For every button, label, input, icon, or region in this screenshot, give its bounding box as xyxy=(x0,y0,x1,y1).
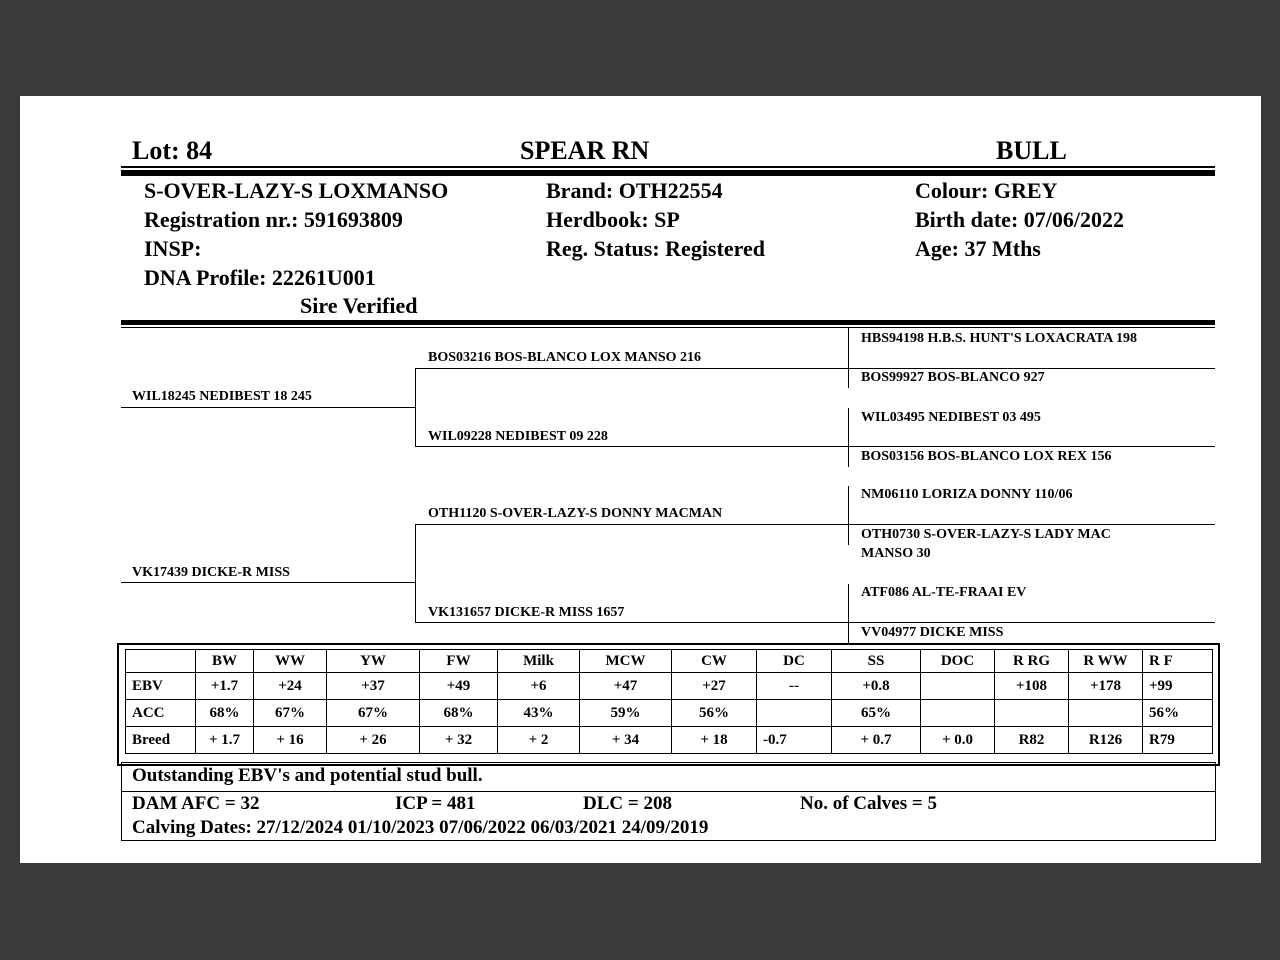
ebv-header-row xyxy=(126,650,1213,673)
comment-text: Outstanding EBV's and potential stud bull. xyxy=(132,765,483,786)
ebv-header-cell: YW xyxy=(327,650,420,673)
age: Age: 37 Mths xyxy=(915,236,1041,261)
ebv-cell: 67% xyxy=(254,700,327,727)
ebv-cell: +37 xyxy=(327,673,420,700)
ebv-cell xyxy=(995,700,1069,727)
ebv-header-cell: R RG xyxy=(995,650,1069,673)
ebv-cell: 56% xyxy=(1143,700,1213,727)
ebv-cell: 65% xyxy=(832,700,921,727)
pedigree-dam-sire: OTH1120 S-OVER-LAZY-S DONNY MACMAN xyxy=(428,506,723,521)
ebv-cell: +99 xyxy=(1143,673,1213,700)
ebv-cell: +108 xyxy=(995,673,1069,700)
ebv-cell: -0.7 xyxy=(757,727,832,754)
reg-status: Reg. Status: Registered xyxy=(546,236,765,261)
animal-sex: BULL xyxy=(996,136,1067,165)
ebv-header-cell: WW xyxy=(254,650,327,673)
acc-row xyxy=(126,700,1213,727)
pedigree-g3-3: WIL03495 NEDIBEST 03 495 xyxy=(861,410,1041,425)
pedigree-g3-7: ATF086 AL-TE-FRAAI EV xyxy=(861,585,1027,600)
ebv-cell xyxy=(921,700,995,727)
ebv-cell: +27 xyxy=(672,673,757,700)
pedigree-g3-6: OTH0730 S-OVER-LAZY-S LADY MAC xyxy=(861,527,1111,542)
dlc: DLC = 208 xyxy=(583,793,672,814)
pedigree-sire: WIL18245 NEDIBEST 18 245 xyxy=(132,389,312,404)
pedigree-g3-4: BOS03156 BOS-BLANCO LOX REX 156 xyxy=(861,449,1112,464)
pedigree-g3-8: VV04977 DICKE MISS xyxy=(861,625,1004,640)
breed-row xyxy=(126,727,1213,754)
sire-verified: Sire Verified xyxy=(300,293,418,318)
ebv-cell: + 32 xyxy=(420,727,498,754)
ebv-cell: + 2 xyxy=(498,727,580,754)
pedigree-dam: VK17439 DICKE-R MISS xyxy=(132,565,290,580)
ebv-row-label: Breed xyxy=(126,727,196,754)
ebv-header-cell: SS xyxy=(832,650,921,673)
ebv-header-cell: MCW xyxy=(580,650,672,673)
header-rule-thick xyxy=(121,170,1215,176)
info-rule-thick xyxy=(121,320,1215,325)
ebv-cell: 56% xyxy=(672,700,757,727)
pedigree-dam-dam: VK131657 DICKE-R MISS 1657 xyxy=(428,605,625,620)
ebv-cell: R126 xyxy=(1069,727,1143,754)
ebv-cell: R82 xyxy=(995,727,1069,754)
dna-profile: DNA Profile: 22261U001 xyxy=(144,265,376,290)
ebv-row-label: ACC xyxy=(126,700,196,727)
ebv-header-cell: Milk xyxy=(498,650,580,673)
ebv-cell: +1.7 xyxy=(196,673,254,700)
ebv-header-cell: BW xyxy=(196,650,254,673)
ebv-row-label: EBV xyxy=(126,673,196,700)
ebv-cell xyxy=(921,673,995,700)
ebv-cell: +47 xyxy=(580,673,672,700)
ebv-cell: +0.8 xyxy=(832,673,921,700)
ebv-cell: 43% xyxy=(498,700,580,727)
ebv-cell: 59% xyxy=(580,700,672,727)
info-rule-thin xyxy=(121,327,1215,328)
brand: Brand: OTH22554 xyxy=(546,178,723,203)
ebv-cell: + 18 xyxy=(672,727,757,754)
owner-name: S-OVER-LAZY-S LOXMANSO xyxy=(144,178,449,203)
ebv-cell: + 34 xyxy=(580,727,672,754)
herdbook: Herdbook: SP xyxy=(546,207,680,232)
ebv-cell: + 26 xyxy=(327,727,420,754)
ebv-cell xyxy=(757,700,832,727)
ebv-row xyxy=(126,673,1213,700)
animal-name: SPEAR RN xyxy=(520,136,650,165)
ebv-cell: 68% xyxy=(196,700,254,727)
ebv-cell: 68% xyxy=(420,700,498,727)
ebv-cell: + 0.0 xyxy=(921,727,995,754)
ebv-cell: +49 xyxy=(420,673,498,700)
number-of-calves: No. of Calves = 5 xyxy=(800,793,937,814)
ebv-cell: 67% xyxy=(327,700,420,727)
pedigree-sire-sire: BOS03216 BOS-BLANCO LOX MANSO 216 xyxy=(428,350,702,365)
ebv-cell xyxy=(1069,700,1143,727)
ebv-cell: +24 xyxy=(254,673,327,700)
ebv-cell: +178 xyxy=(1069,673,1143,700)
colour: Colour: GREY xyxy=(915,178,1058,203)
pedigree-g3-1: HBS94198 H.B.S. HUNT'S LOXACRATA 198 xyxy=(861,331,1138,346)
header-rule-thin xyxy=(121,166,1215,168)
pedigree-g3-2: BOS99927 BOS-BLANCO 927 xyxy=(861,370,1045,385)
pedigree-g3-5: NM06110 LORIZA DONNY 110/06 xyxy=(861,487,1073,502)
ebv-header-cell: R F xyxy=(1143,650,1213,673)
birth-date: Birth date: 07/06/2022 xyxy=(915,207,1124,232)
calving-dates: Calving Dates: 27/12/2024 01/10/2023 07/06/2022 06/03/2021 24/09/2019 xyxy=(132,817,709,838)
ebv-header-cell: DOC xyxy=(921,650,995,673)
ebv-cell: R79 xyxy=(1143,727,1213,754)
ebv-cell: -- xyxy=(757,673,832,700)
pedigree-sire-dam: WIL09228 NEDIBEST 09 228 xyxy=(428,429,608,444)
ebv-cell: + 16 xyxy=(254,727,327,754)
ebv-cell: + 0.7 xyxy=(832,727,921,754)
registration-number: Registration nr.: 591693809 xyxy=(144,207,403,232)
lot-number: Lot: 84 xyxy=(132,136,213,165)
ebv-header-cell: DC xyxy=(757,650,832,673)
ebv-header-cell: CW xyxy=(672,650,757,673)
ebv-header-cell: FW xyxy=(420,650,498,673)
dam-afc: DAM AFC = 32 xyxy=(132,793,260,814)
ebv-header-cell: R WW xyxy=(1069,650,1143,673)
ebv-cell: + 1.7 xyxy=(196,727,254,754)
ebv-header-cell xyxy=(126,650,196,673)
insp: INSP: xyxy=(144,236,202,261)
pedigree-g3-6-cont: MANSO 30 xyxy=(861,546,931,561)
ebv-table xyxy=(125,649,1213,754)
ebv-cell: +6 xyxy=(498,673,580,700)
icp: ICP = 481 xyxy=(395,793,476,814)
